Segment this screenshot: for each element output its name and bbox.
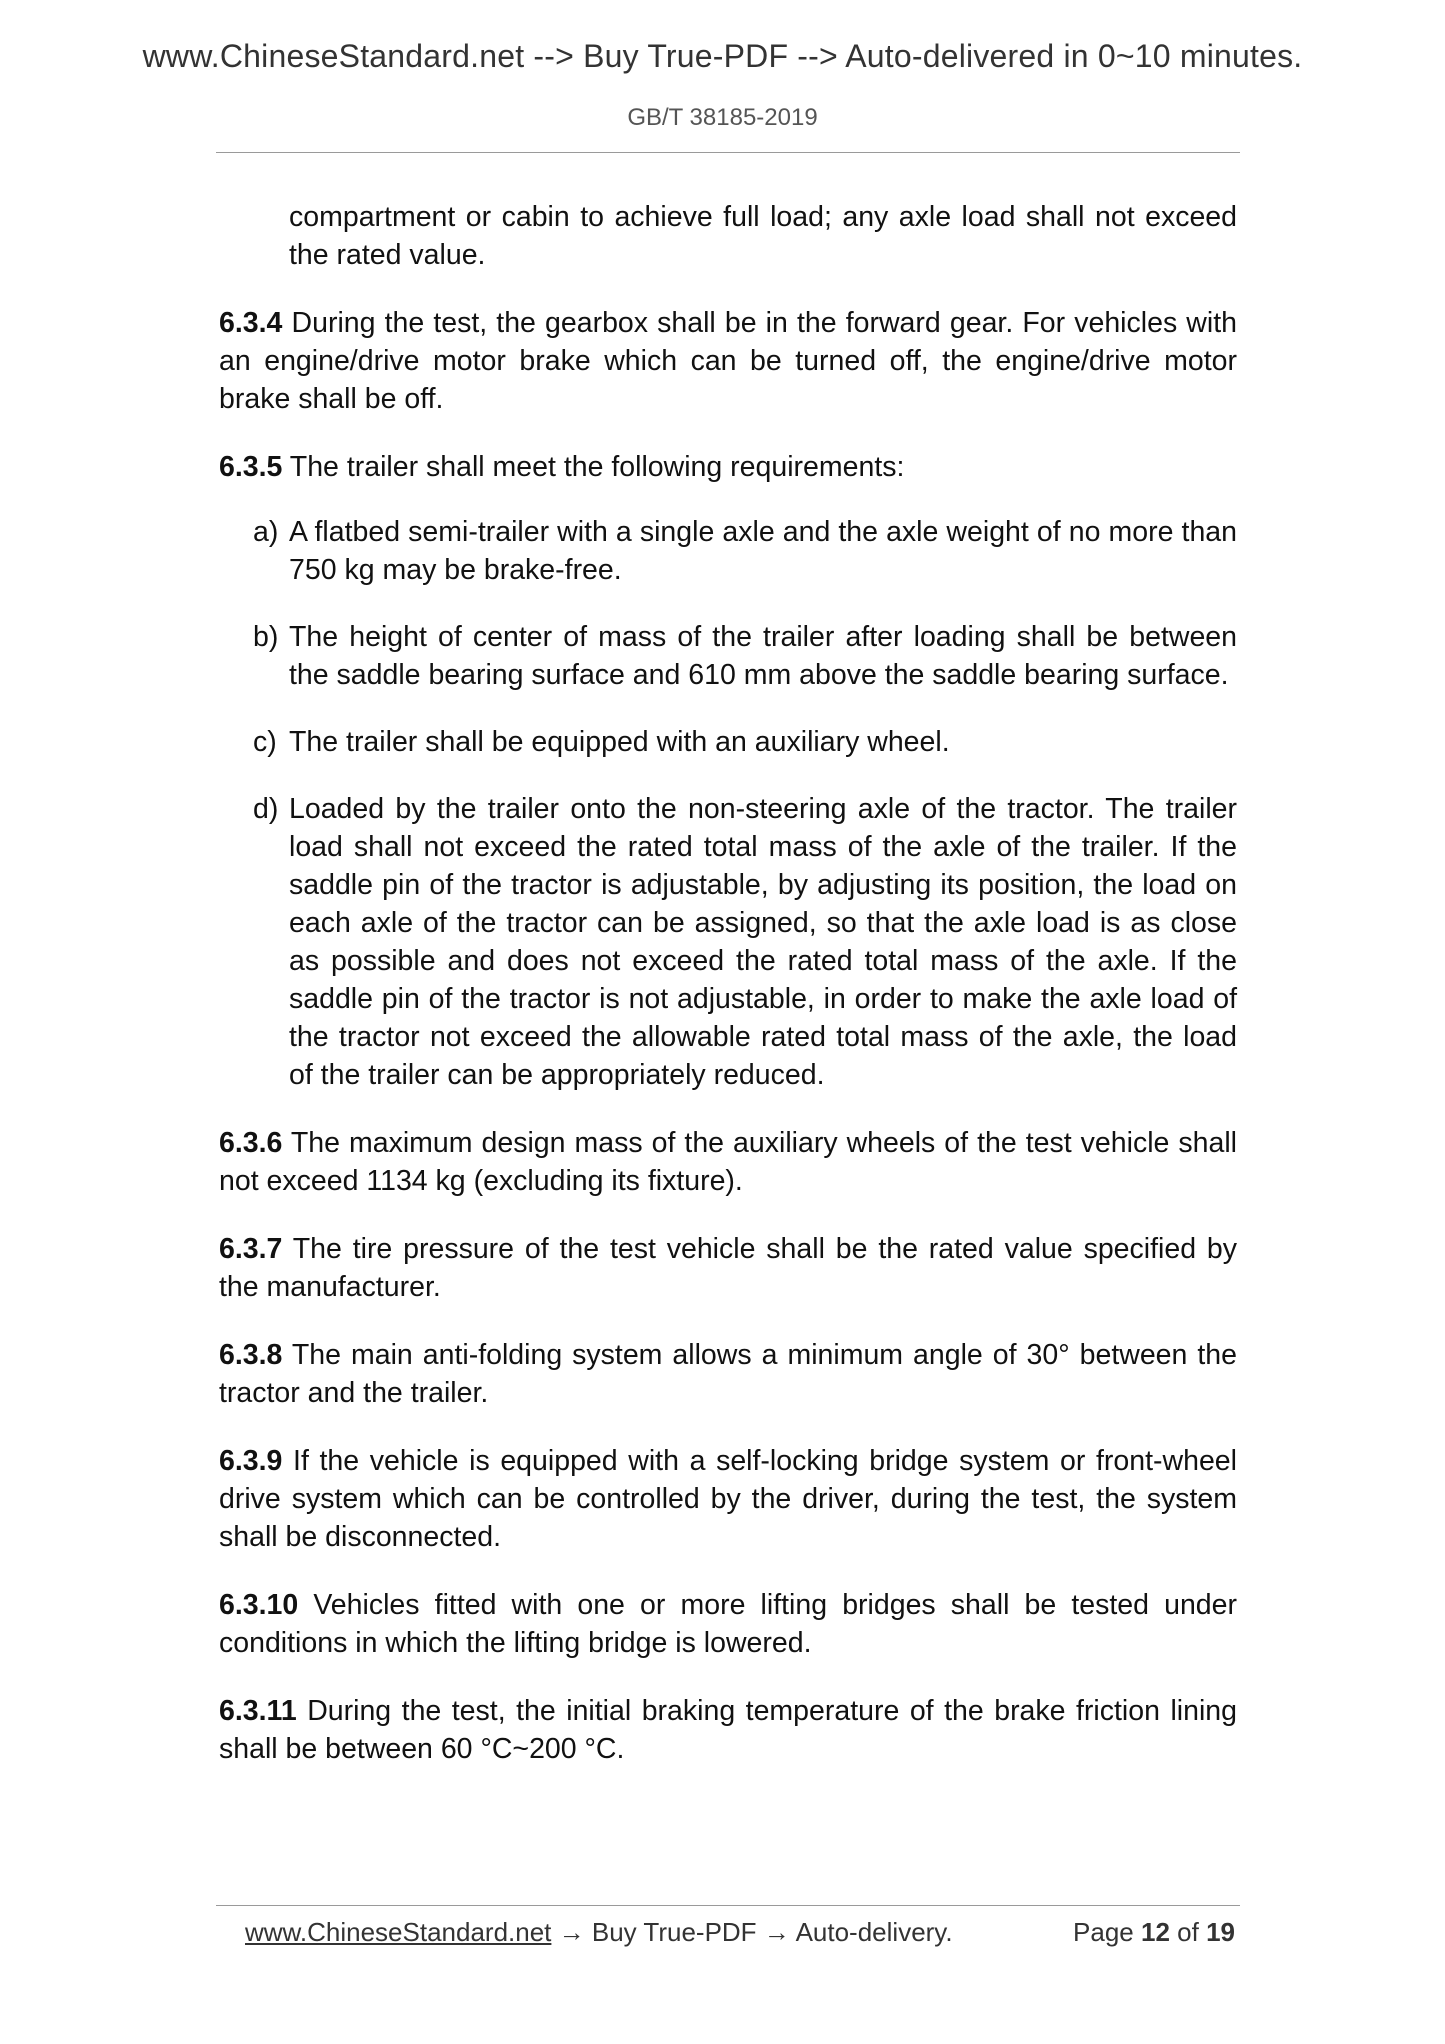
document-number: GB/T 38185-2019 [627,104,818,131]
clause-number: 6.3.6 [219,1127,283,1159]
footer-website-link[interactable]: www.ChineseStandard.net [245,1917,552,1947]
clause-number: 6.3.5 [219,451,283,483]
clause-number: 6.3.4 [219,307,283,339]
clause-text: The tire pressure of the test vehicle shall be the rated value specified by the manufacturer. [219,1233,1238,1303]
clause-6-3-6 [219,1124,1237,1200]
trailer-requirements-list [219,513,1237,1094]
list-item-text: The trailer shall be equipped with an auxiliary wheel. [289,726,950,758]
continuation-paragraph: compartment or cabin to achieve full load; any axle load shall not exceed the rated value. [289,201,1237,271]
clause-text: Vehicles fitted with one or more lifting bridges shall be tested under conditions in which the lifting bridge is lowered. [219,1589,1237,1659]
list-item-label: d) [253,793,279,825]
clause-text: The main anti-folding system allows a minimum angle of 30° between the tractor and the trailer. [219,1339,1237,1409]
document-body [219,198,1237,1798]
clause-text: The trailer shall meet the following requirements: [289,451,905,483]
list-item-text: Loaded by the trailer onto the non-steering axle of the tractor. The trailer load shall not exceed the rated total mass of the axle of the trailer. If the saddle pin of the tractor is adjustable, by adjusting its position, the load on each axle of the tractor can be assigned, so that the axle load is as close as possible and does not exceed the rated total mass of the axle. If the saddle pin of the tractor is not adjustable, in order to make the axle load of the tractor not exceed the allowable rated total mass of the axle, the load of the trailer can be appropriately reduced. [289,793,1237,1091]
current-page-number: 12 [1141,1917,1170,1947]
total-pages-number: 19 [1206,1917,1235,1947]
top-banner: www.ChineseStandard.net --> Buy True-PDF --> Auto-delivered in 0~10 minutes. [142,38,1303,74]
clause-number: 6.3.9 [219,1445,283,1477]
footer-divider [216,1905,1240,1906]
list-item [219,618,1237,694]
list-item-text: The height of center of mass of the trailer after loading shall be between the saddle bearing surface and 610 mm above the saddle bearing surface. [289,621,1237,691]
list-item-label: b) [253,621,279,653]
clause-text: If the vehicle is equipped with a self-locking bridge system or front-wheel drive system which can be controlled by the driver, during the test, the system shall be disconnected. [219,1445,1237,1553]
list-item-label: a) [253,516,279,548]
clause-number: 6.3.11 [219,1695,297,1727]
list-item [219,723,1237,761]
page-word: Page [1073,1917,1134,1947]
clause-number: 6.3.8 [219,1339,283,1371]
list-item [219,790,1237,1094]
list-item-label: c) [253,726,277,758]
footer-promo-text: → Buy True-PDF → Auto-delivery. [551,1917,953,1947]
clause-number: 6.3.7 [219,1233,283,1265]
of-word: of [1177,1917,1199,1947]
clause-number: 6.3.10 [219,1589,299,1621]
clause-text: The maximum design mass of the auxiliary wheels of the test vehicle shall not exceed 1134 kg (excluding its fixture). [219,1127,1238,1197]
clause-text: During the test, the gearbox shall be in the forward gear. For vehicles with an engine/drive motor brake which can be turned off, the engine/drive motor brake shall be off. [219,307,1237,415]
clause-6-3-7 [219,1230,1237,1306]
clause-6-3-4 [219,304,1237,418]
clause-text: During the test, the initial braking temperature of the brake friction lining shall be between 60 °C~200 °C. [219,1695,1238,1765]
list-item [219,513,1237,589]
footer-promo [245,1914,953,1950]
clause-6-3-10 [219,1586,1237,1662]
page-footer [245,1914,1235,1950]
list-item-text: A flatbed semi-trailer with a single axle and the axle weight of no more than 750 kg may be brake-free. [289,516,1237,586]
page-indicator [1073,1914,1235,1950]
clause-6-3-5 [219,448,1237,486]
clause-6-3-8 [219,1336,1237,1412]
header-divider [216,152,1240,153]
clause-6-3-9 [219,1442,1237,1556]
clause-6-3-11 [219,1692,1237,1768]
